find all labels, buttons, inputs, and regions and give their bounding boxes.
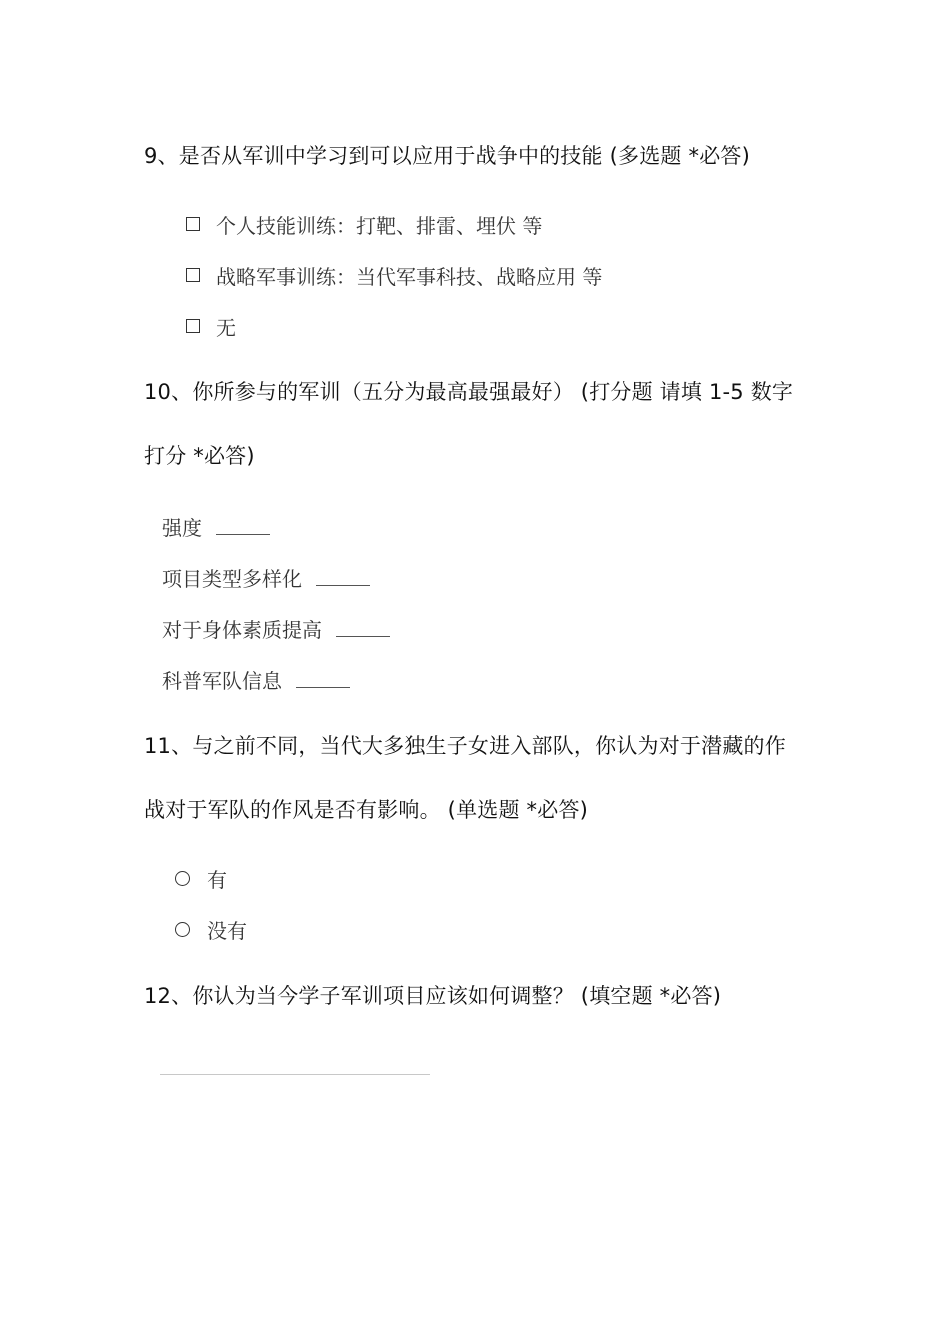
rating-blank-input[interactable] — [216, 533, 270, 535]
q11-option-1-label: 有 — [207, 867, 227, 892]
q11-option-2[interactable] — [175, 914, 247, 944]
q9-option-2-label: 战略军事训练：当代军事科技、战略应用 等 — [216, 264, 603, 289]
question-11-title: 11、与之前不同，当代大多独生子女进入部队，你认为对于潜藏的作战对于军队的作风是否有影响。 (单选题 *必答) — [144, 734, 786, 822]
q12-answer-input[interactable] — [160, 1074, 430, 1075]
q9-option-3-label: 无 — [216, 315, 236, 340]
q10-rating-item-3 — [162, 613, 390, 643]
rating-blank-input[interactable] — [296, 686, 350, 688]
question-9-title: 9、是否从军训中学习到可以应用于战争中的技能 (多选题 *必答) — [144, 144, 750, 168]
q9-option-1[interactable] — [186, 209, 542, 239]
q9-option-1-label: 个人技能训练：打靶、排雷、埋伏 等 — [216, 213, 543, 238]
checkbox-icon[interactable] — [186, 217, 200, 231]
q11-option-1[interactable] — [175, 863, 227, 893]
question-12-title: 12、你认为当今学子军训项目应该如何调整？ (填空题 *必答) — [144, 984, 722, 1008]
q10-rating-item-3-label: 对于身体素质提高 — [162, 618, 322, 642]
q11-option-2-label: 没有 — [207, 918, 247, 943]
radio-icon[interactable] — [175, 922, 190, 937]
q9-option-2[interactable] — [186, 260, 602, 290]
q9-option-3[interactable] — [186, 311, 236, 341]
q10-rating-item-1-label: 强度 — [162, 516, 202, 540]
q10-rating-item-4 — [162, 664, 350, 694]
q10-rating-item-2 — [162, 562, 370, 592]
radio-icon[interactable] — [175, 871, 190, 886]
q10-rating-item-1 — [162, 511, 270, 541]
checkbox-icon[interactable] — [186, 319, 200, 333]
checkbox-icon[interactable] — [186, 268, 200, 282]
q10-rating-item-4-label: 科普军队信息 — [162, 669, 282, 693]
question-10-title: 10、你所参与的军训（五分为最高最强最好） (打分题 请填 1-5 数字打分 *必答) — [144, 380, 794, 468]
rating-blank-input[interactable] — [316, 584, 370, 586]
q10-rating-item-2-label: 项目类型多样化 — [162, 567, 302, 591]
rating-blank-input[interactable] — [336, 635, 390, 637]
